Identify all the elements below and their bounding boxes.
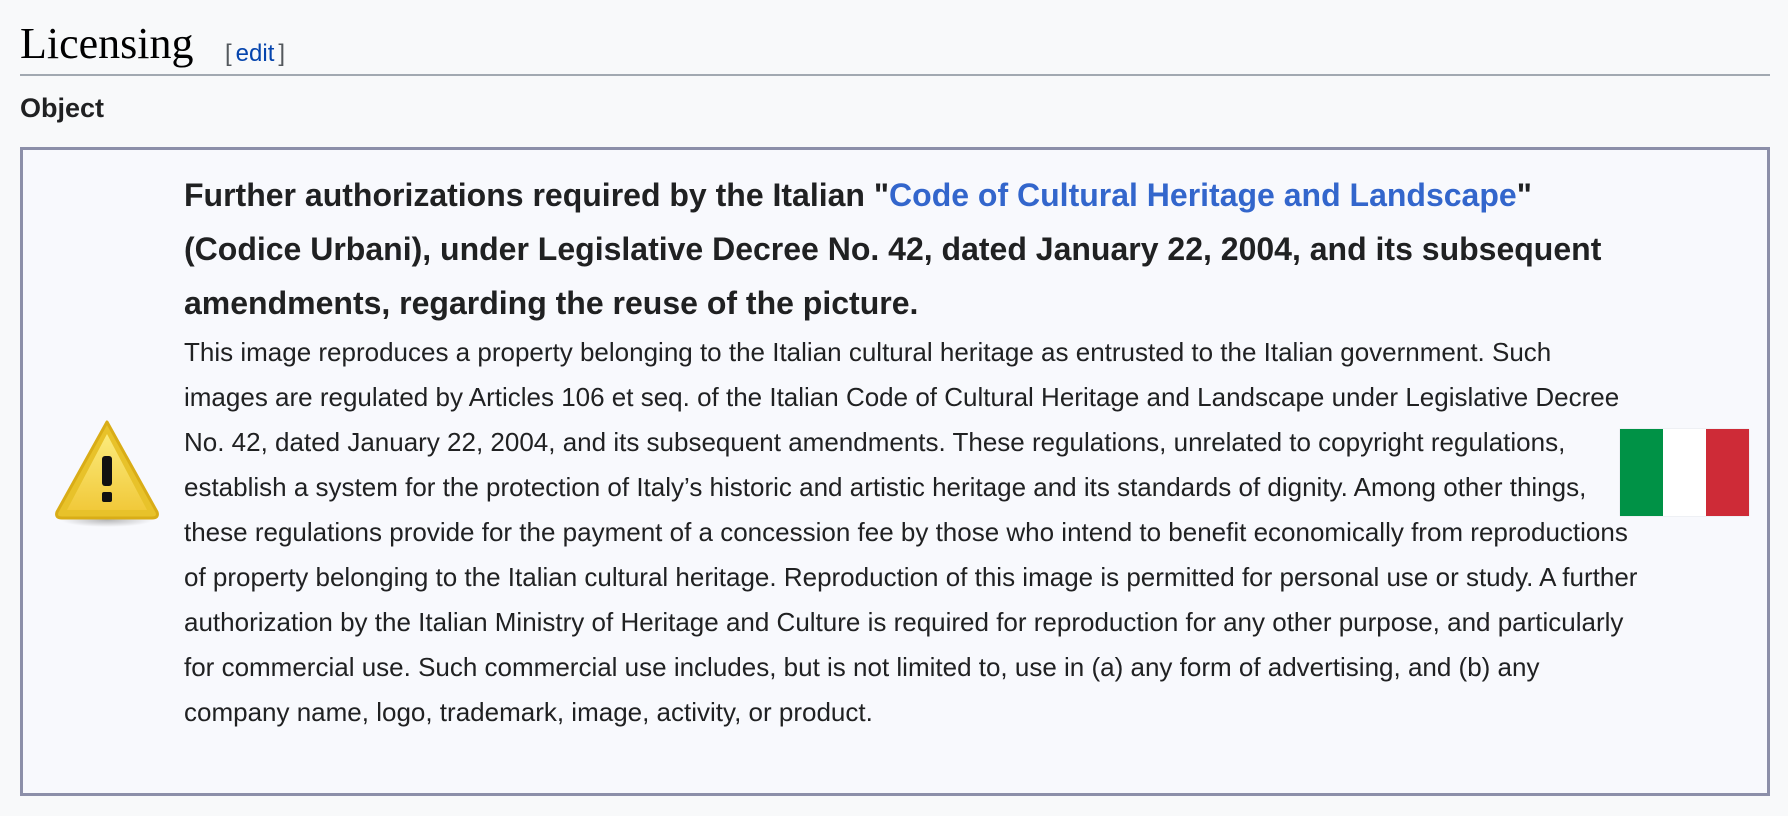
section-heading: [20, 18, 1770, 76]
object-subheading: Object: [20, 93, 105, 123]
headline-suffix: " (Codice Urbani), under Legislative Decree No. 42, dated January 22, 2004, and its subsequent amendments, regarding the reuse of the picture.: [184, 177, 1602, 321]
warning-triangle-icon: [51, 416, 163, 532]
edit-bracket-close: ]: [278, 40, 286, 67]
edit-link[interactable]: edit: [235, 40, 275, 67]
flag-stripe-red: [1706, 429, 1749, 516]
notice-body: This image reproduces a property belonging to the Italian cultural heritage as entrusted to the Italian government. Such images are regulated by Articles 106 et seq. of the Italian Code of Cultural Heritage and Landscape under Legislative Decree No. 42, dated January 22, 2004, and its subsequent amendments. These regulations, unrelated to copyright regulations, establish a system for the protection of Italy’s historic and artistic heritage and its standards of dignity. Among other things, these regulations provide for the payment of a concession fee by those who intend to benefit economically from reproductions of property belonging to the Italian cultural heritage. Reproduction of this image is permitted for personal use or study. A further authorization by the Italian Ministry of Heritage and Culture is required for reproduction for any other purpose, and particularly for commercial use. Such commercial use includes, but is not limited to, use in (a) any form of advertising, and (b) any company name, logo, trademark, image, activity, or product.: [184, 337, 1638, 727]
edit-bracket-open: [: [225, 40, 232, 67]
flag-stripe-green: [1620, 429, 1663, 516]
notice-text: [184, 168, 1639, 735]
italy-flag-icon: [1620, 429, 1749, 516]
headline-prefix: Further authorizations required by the Italian ": [184, 177, 890, 213]
code-of-cultural-heritage-link[interactable]: Code of Cultural Heritage and Landscape: [889, 177, 1517, 213]
licensing-notice-box: [20, 147, 1770, 796]
flag-stripe-white: [1663, 429, 1706, 516]
notice-headline: [184, 168, 1639, 330]
section-title: Licensing: [20, 19, 194, 68]
edit-section: [225, 40, 285, 68]
